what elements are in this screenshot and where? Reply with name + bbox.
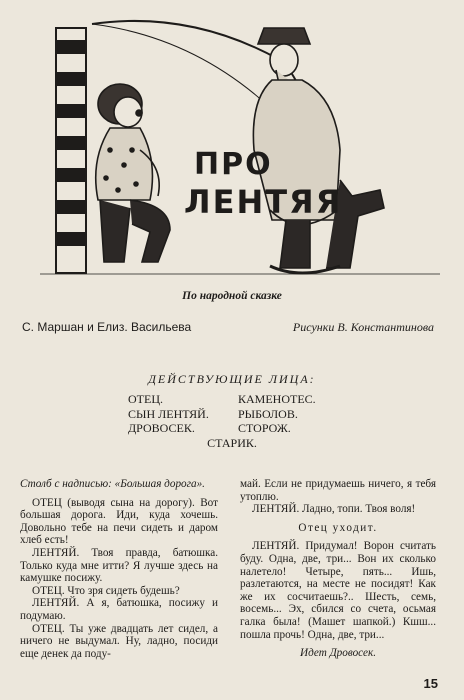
boy-figure bbox=[96, 84, 170, 262]
authors: С. Маршан и Елиз. Васильева bbox=[22, 320, 192, 334]
cast-item: РЫБОЛОВ. bbox=[238, 406, 298, 421]
paragraph: ЛЕНТЯЙ. А я, батюшка, посижу и подумаю. bbox=[20, 597, 218, 622]
text-column-left bbox=[20, 478, 218, 660]
cast-item-center: СТАРИК. bbox=[207, 436, 257, 450]
cast-item: ОТЕЦ. bbox=[128, 392, 163, 406]
illustrator-credit: Рисунки В. Константинова bbox=[292, 320, 434, 334]
cast-item: СЫН ЛЕНТЯЙ. bbox=[128, 406, 209, 421]
page-number: 15 bbox=[423, 676, 438, 691]
road-post bbox=[56, 28, 86, 273]
paragraph: ЛЕНТЯЙ. Твоя правда, батюшка. Только куда мне итти? Я лучше здесь на камушке посижу. bbox=[20, 546, 218, 585]
subtitle: По народной сказке bbox=[182, 290, 282, 302]
paragraph: май. Если не придумаешь ничего, я тебя утоплю. bbox=[240, 478, 436, 503]
stage-direction: Идет Дровосек. bbox=[300, 647, 376, 660]
title-line-1: ПРО bbox=[194, 147, 273, 182]
cast-heading: ДЕЙСТВУЮЩИЕ ЛИЦА: bbox=[148, 372, 316, 386]
cast-item: СТОРОЖ. bbox=[238, 421, 291, 435]
title-block bbox=[184, 147, 348, 222]
stage-direction: Отец уходит. bbox=[298, 521, 378, 534]
text-column-right bbox=[240, 478, 436, 660]
cast-list-right bbox=[238, 392, 316, 436]
paragraph: ЛЕНТЯЙ. Ладно, топи. Твоя воля! bbox=[252, 503, 416, 516]
cast-item: КАМЕНОТЕС. bbox=[238, 392, 316, 406]
cast-item: ДРОВОСЕК. bbox=[128, 421, 195, 435]
paragraph: ОТЕЦ. Ты уже двадцать лет сидел, а ничего не выдумал. Ну, ладно, посиди еще денек да поду- bbox=[20, 622, 218, 660]
paragraph: ЛЕНТЯЙ. Придумал! Ворон считать буду. Одна, две, три... Вон их сколько налетело! Четыре, пять... Ишь, разлетаются, на месте не посидят! Как же их сосчитаешь?.. Шесть, семь, восемь... Эх, сбился со счета, осьмая галка была! (Машет шапкой.) Кшш... пошла прочь! Одна, две, три... bbox=[240, 540, 436, 641]
cast-list-left bbox=[128, 392, 209, 436]
paragraph: ОТЕЦ (выводя сына на дорогу). Вот большая дорога. Иди, куда хочешь. Довольно тебе на печи сидеть и даром хлеб есть! bbox=[20, 496, 218, 547]
stage-direction: Столб с надписью: «Большая дорога». bbox=[20, 478, 205, 490]
title-line-2: ЛЕНТЯЯ bbox=[184, 183, 343, 221]
illustration bbox=[40, 0, 440, 288]
paragraph: ОТЕЦ. Что зря сидеть будешь? bbox=[32, 584, 180, 597]
